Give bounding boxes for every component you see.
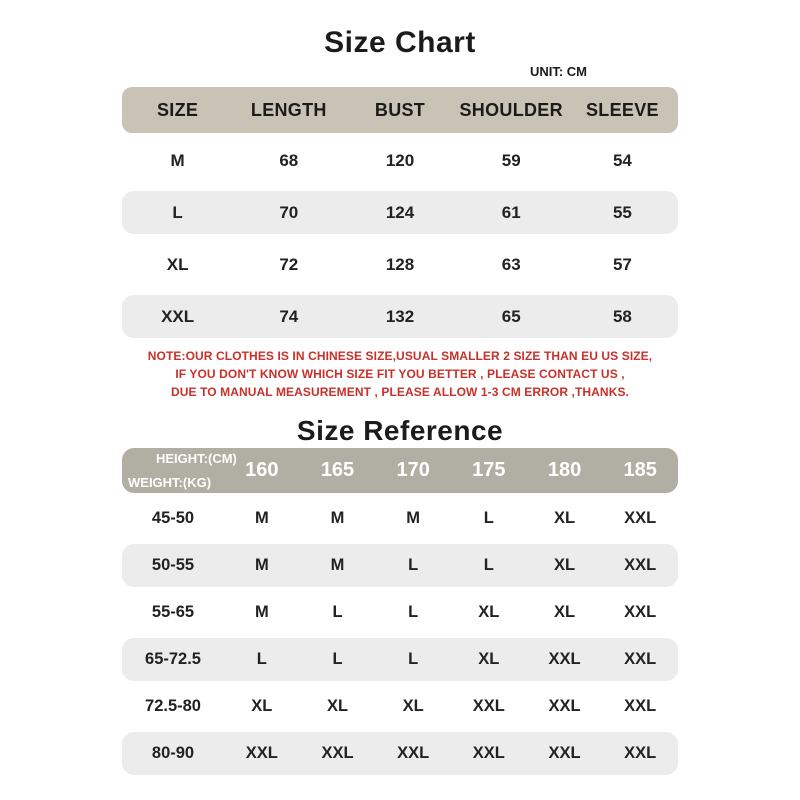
recommended-size-cell: XXL [548, 744, 581, 762]
recommended-size-cell: XL [478, 650, 500, 668]
height-column-header: 185 [623, 459, 657, 481]
size-table-row [122, 295, 678, 338]
recommended-size-cell: XL [478, 603, 500, 621]
measurement-cell: 128 [385, 254, 415, 274]
size-table-column-header: SIZE [156, 99, 199, 120]
recommended-size-cell: XXL [472, 744, 505, 762]
height-column-headers [224, 459, 678, 482]
recommended-size-cell: XXL [321, 744, 354, 762]
height-column-header: 165 [320, 459, 355, 481]
size-table-row [122, 243, 678, 286]
recommended-size-cell: XL [553, 556, 576, 574]
recommended-size-cell: L [256, 650, 267, 668]
note-line: DUE TO MANUAL MEASUREMENT , PLEASE ALLOW 1-3 CM ERROR ,THANKS. [171, 385, 629, 399]
reference-table-row [122, 685, 678, 728]
measurement-cell: 63 [501, 254, 521, 274]
recommended-size-cell: M [254, 509, 269, 527]
measurement-cell: 61 [501, 202, 521, 222]
height-axis-label: HEIGHT:(CM) [156, 451, 237, 466]
weight-range-cell: 45-50 [151, 509, 195, 527]
height-column-header: 170 [396, 459, 430, 481]
recommended-size-cell: XXL [624, 556, 657, 574]
recommended-size-cell: XXL [624, 697, 657, 715]
recommended-size-cell: L [408, 556, 419, 574]
size-table-row [122, 191, 678, 234]
reference-table-row [122, 732, 678, 775]
recommended-size-cell: M [406, 509, 421, 527]
measurement-cell: 68 [279, 150, 299, 170]
size-table-column-header: LENGTH [250, 99, 327, 120]
recommended-size-cell: XXL [624, 509, 657, 527]
recommended-size-cell: M [254, 556, 269, 574]
content-area [122, 87, 678, 775]
weight-range-cell: 50-55 [151, 556, 195, 574]
size-cell: XXL [161, 306, 195, 326]
measurement-cell: 120 [385, 150, 415, 170]
measurement-cell: 124 [385, 202, 415, 222]
recommended-size-cell: XL [402, 697, 424, 715]
recommended-size-cell: M [254, 603, 269, 621]
measurement-cell: 55 [612, 202, 632, 222]
measurement-cell: 65 [501, 306, 521, 326]
measurement-cell: 132 [385, 306, 415, 326]
measurement-cell: 59 [501, 150, 521, 170]
recommended-size-cell: XL [326, 697, 349, 715]
reference-table-row [122, 497, 678, 540]
reference-table-header-row [122, 448, 678, 493]
measurement-cell: 57 [612, 254, 632, 274]
recommended-size-cell: L [408, 603, 419, 621]
size-cell: XL [166, 254, 189, 274]
height-column-header: 180 [547, 459, 582, 481]
recommended-size-cell: M [330, 556, 345, 574]
size-table-body [122, 139, 678, 338]
recommended-size-cell: XXL [397, 744, 430, 762]
recommended-size-cell: XXL [624, 650, 657, 668]
reference-table-row [122, 544, 678, 587]
size-table-header-row [122, 87, 678, 133]
weight-range-cell: 72.5-80 [145, 697, 201, 715]
recommended-size-cell: XXL [548, 650, 581, 668]
note-line: IF YOU DON'T KNOW WHICH SIZE FIT YOU BETTER , PLEASE CONTACT US , [175, 367, 625, 381]
size-cell: M [170, 150, 185, 170]
weight-axis-label: WEIGHT:(KG) [128, 475, 212, 490]
measurement-cell: 74 [279, 306, 299, 326]
measurement-cell: 58 [612, 306, 632, 326]
size-table-column-header: SLEEVE [586, 99, 659, 120]
recommended-size-cell: L [483, 556, 494, 574]
weight-range-cell: 65-72.5 [145, 650, 201, 668]
measurement-cell: 70 [279, 202, 299, 222]
recommended-size-cell: XL [251, 697, 273, 715]
recommended-size-cell: L [483, 509, 494, 527]
size-table-column-header: SHOULDER [459, 99, 563, 120]
recommended-size-cell: XXL [624, 603, 657, 621]
recommended-size-cell: XL [553, 603, 576, 621]
height-column-header: 175 [472, 459, 506, 481]
size-note [122, 347, 678, 401]
page-title: Size Chart [324, 26, 476, 59]
note-line: NOTE:OUR CLOTHES IS IN CHINESE SIZE,USUAL SMALLER 2 SIZE THAN EU US SIZE, [147, 349, 653, 363]
recommended-size-cell: L [408, 650, 419, 668]
measurement-cell: 72 [279, 254, 299, 274]
recommended-size-cell: XL [553, 509, 576, 527]
weight-range-cell: 80-90 [151, 744, 195, 762]
recommended-size-cell: XXL [472, 697, 505, 715]
size-reference-title: Size Reference [296, 415, 504, 446]
size-table-column-header: BUST [374, 99, 426, 120]
unit-label: UNIT: CM [529, 64, 587, 79]
recommended-size-cell: M [330, 509, 345, 527]
recommended-size-cell: XXL [245, 744, 278, 762]
recommended-size-cell: L [332, 603, 343, 621]
height-column-header: 160 [245, 459, 279, 481]
reference-table-body [122, 497, 678, 775]
weight-range-cell: 55-65 [151, 603, 195, 621]
reference-table-row [122, 591, 678, 634]
measurement-cell: 54 [612, 150, 632, 170]
reference-table-row [122, 638, 678, 681]
size-cell: L [172, 202, 183, 222]
recommended-size-cell: XXL [624, 744, 657, 762]
corner-labels [122, 448, 237, 493]
recommended-size-cell: XXL [548, 697, 581, 715]
recommended-size-cell: L [332, 650, 343, 668]
size-table-row [122, 139, 678, 182]
